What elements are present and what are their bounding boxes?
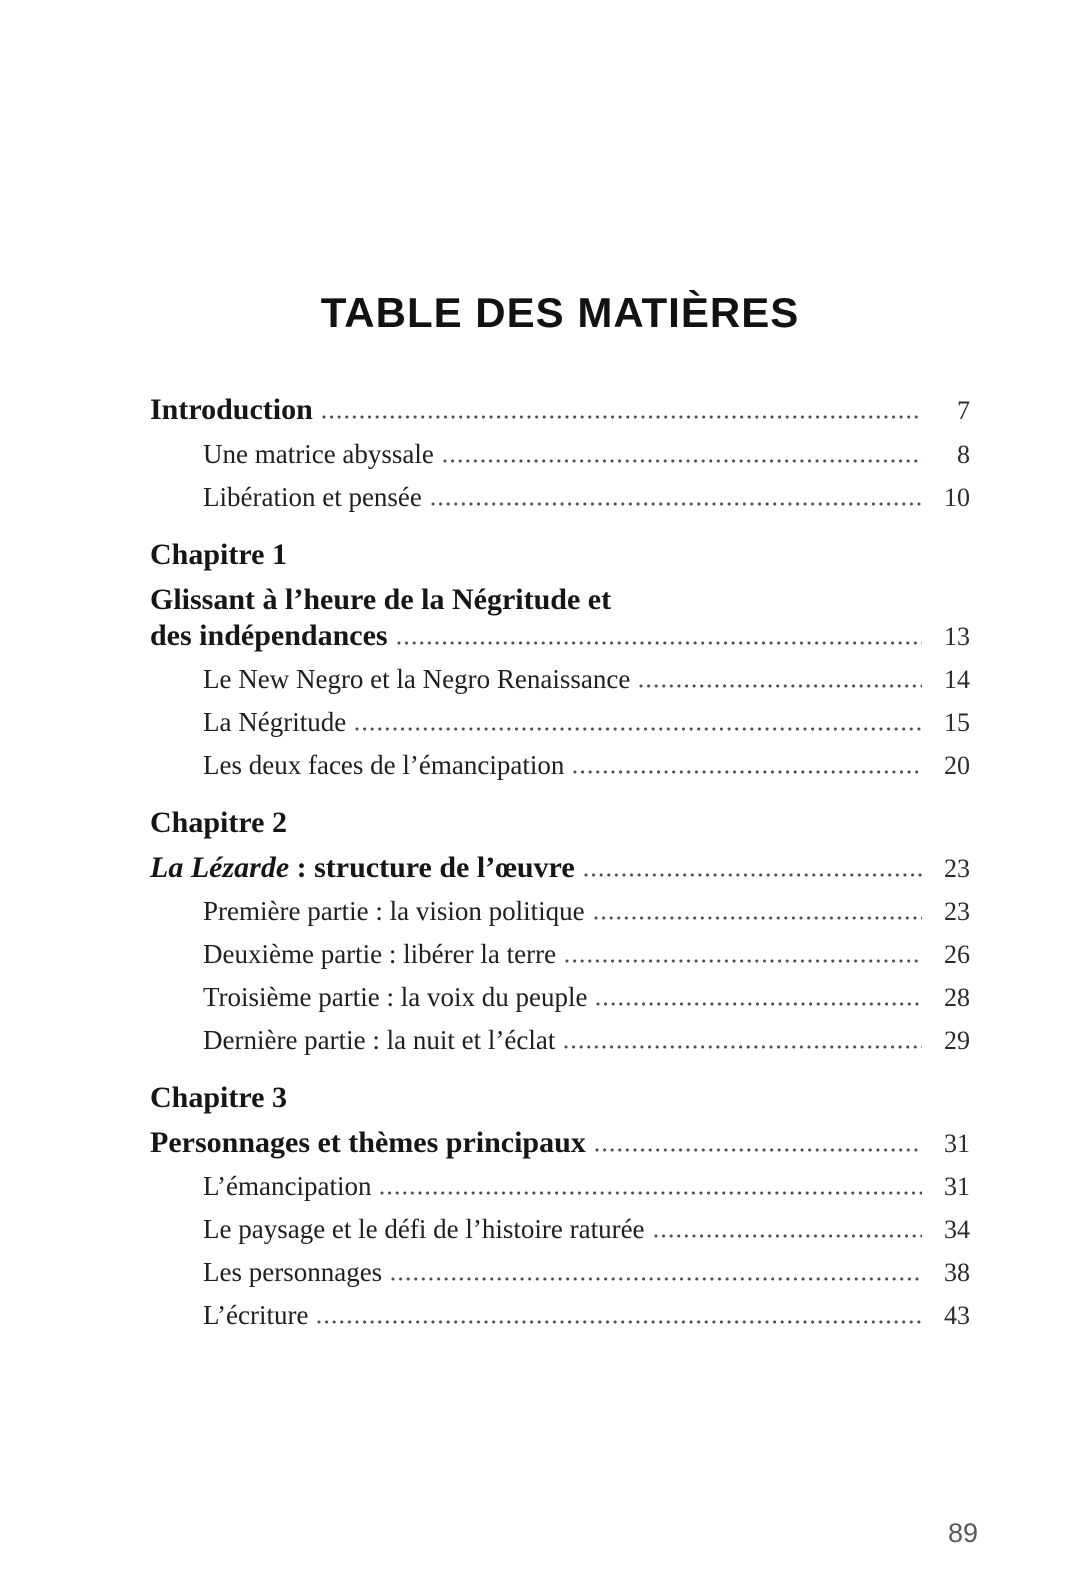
entry-label — [203, 707, 346, 737]
toc-row — [150, 618, 970, 655]
entry-label — [150, 392, 313, 428]
entry-label-segment: Première partie : la vision politique — [203, 896, 585, 926]
dot-leader — [322, 414, 922, 419]
entry-label — [203, 1214, 645, 1244]
dot-leader — [596, 1001, 922, 1006]
entry-page: 13 — [944, 622, 970, 651]
entry-label-segment: Deuxième partie : libérer la terre — [203, 939, 557, 969]
toc-row — [150, 1214, 970, 1245]
entry-page: 26 — [944, 940, 970, 969]
entry-page: 8 — [957, 440, 970, 469]
toc-row — [150, 1300, 970, 1331]
dot-leader — [564, 1044, 922, 1049]
dot-leader — [654, 1233, 922, 1238]
entry-label — [203, 896, 585, 926]
toc-entry-sub — [150, 482, 970, 513]
toc-row — [150, 482, 970, 513]
entry-page: 14 — [944, 665, 970, 694]
dot-leader — [595, 1147, 922, 1152]
dot-leader — [391, 1276, 922, 1281]
toc-row — [150, 1025, 970, 1056]
entry-label-segment: L’émancipation — [203, 1171, 372, 1201]
entry-label — [150, 618, 388, 654]
entry-page: 15 — [944, 708, 970, 737]
toc-row — [150, 939, 970, 970]
toc-entry-chapter — [150, 793, 970, 887]
entry-label — [203, 939, 556, 969]
entry-page: 31 — [944, 1129, 970, 1158]
toc-row — [150, 1125, 970, 1162]
toc-entry-main — [150, 392, 970, 429]
toc-row — [150, 1257, 970, 1288]
dot-leader — [355, 726, 922, 731]
entry-label-segment: des indépendances — [150, 619, 388, 652]
entry-page: 34 — [944, 1215, 970, 1244]
dot-leader — [639, 683, 922, 688]
toc-entry-sub — [150, 750, 970, 781]
entry-label — [203, 1171, 371, 1201]
entry-label-segment: Une matrice abyssale — [203, 439, 434, 469]
toc-row — [150, 982, 970, 1013]
entry-label — [203, 750, 564, 780]
toc-row — [150, 1171, 970, 1202]
entry-page: 23 — [944, 854, 970, 883]
toc-row — [150, 750, 970, 781]
entry-label-segment: La Négritude — [203, 707, 347, 737]
toc-entry-sub — [150, 1257, 970, 1288]
toc-entry-sub — [150, 707, 970, 738]
page-title: TABLE DES MATIÈRES — [320, 289, 800, 337]
dot-leader — [565, 958, 922, 963]
toc-row — [150, 850, 970, 887]
toc-entry-chapter — [150, 525, 970, 655]
entry-label — [203, 439, 434, 469]
entry-page: 29 — [944, 1026, 970, 1055]
entry-label — [203, 982, 587, 1012]
entry-page: 28 — [944, 983, 970, 1012]
chapter-kicker: Chapitre 1 — [150, 538, 287, 571]
entry-label-segment: Glissant à l’heure de la Négritude et — [150, 583, 612, 616]
toc-entry-sub — [150, 1300, 970, 1331]
entry-label — [203, 664, 630, 694]
toc-row — [150, 664, 970, 695]
entry-page: 43 — [944, 1301, 970, 1330]
dot-leader — [573, 769, 922, 774]
toc-entry-sub — [150, 982, 970, 1013]
entry-page: 23 — [944, 897, 970, 926]
page-number-folio: 89 — [947, 1518, 978, 1548]
toc-row — [150, 582, 970, 618]
entry-label — [150, 850, 575, 886]
toc-entry-sub — [150, 1025, 970, 1056]
toc-entry-sub — [150, 1214, 970, 1245]
entry-label-segment: Troisième partie : la voix du peuple — [203, 982, 588, 1012]
dot-leader — [584, 872, 922, 877]
dot-leader — [380, 1190, 922, 1195]
entry-label — [150, 1125, 586, 1161]
entry-label — [203, 1025, 555, 1055]
toc-entry-sub — [150, 1171, 970, 1202]
entry-label — [150, 582, 611, 618]
dot-leader — [431, 501, 922, 506]
entry-label-segment: Personnages et thèmes principaux — [150, 1126, 586, 1159]
chapter-kicker: Chapitre 2 — [150, 806, 287, 839]
toc-row — [150, 392, 970, 429]
entry-page: 10 — [944, 483, 970, 512]
entry-page: 38 — [944, 1258, 970, 1287]
entry-label-segment: Dernière partie : la nuit et l’éclat — [203, 1025, 556, 1055]
dot-leader — [397, 640, 922, 645]
entry-label-segment: L’écriture — [203, 1300, 309, 1330]
toc-entry-sub — [150, 896, 970, 927]
entry-label-segment: Introduction — [150, 393, 313, 426]
entry-label — [203, 482, 422, 512]
toc-row — [150, 707, 970, 738]
chapter-kicker: Chapitre 3 — [150, 1081, 287, 1114]
entry-page: 20 — [944, 751, 970, 780]
toc-entry-sub — [150, 939, 970, 970]
toc-list — [150, 392, 970, 1343]
toc-entry-sub — [150, 439, 970, 470]
dot-leader — [317, 1319, 922, 1324]
entry-page: 7 — [957, 396, 970, 425]
entry-label-italic-segment: La Lézarde — [150, 851, 290, 884]
toc-entry-chapter — [150, 1068, 970, 1162]
entry-label — [203, 1300, 308, 1330]
dot-leader — [443, 458, 922, 463]
entry-label-segment: Les deux faces de l’émancipation — [203, 750, 565, 780]
entry-label-segment: Le New Negro et la Negro Renaissance — [203, 664, 631, 694]
dot-leader — [594, 915, 922, 920]
toc-row — [150, 439, 970, 470]
entry-page: 31 — [944, 1172, 970, 1201]
entry-label-segment: Les personnages — [203, 1257, 383, 1287]
entry-label-segment: Libération et pensée — [203, 482, 422, 512]
entry-label — [203, 1257, 382, 1287]
entry-label-segment: : structure de l’œuvre — [289, 851, 575, 884]
toc-entry-sub — [150, 664, 970, 695]
entry-label-segment: Le paysage et le défi de l’histoire raturée — [203, 1214, 645, 1244]
toc-row — [150, 896, 970, 927]
